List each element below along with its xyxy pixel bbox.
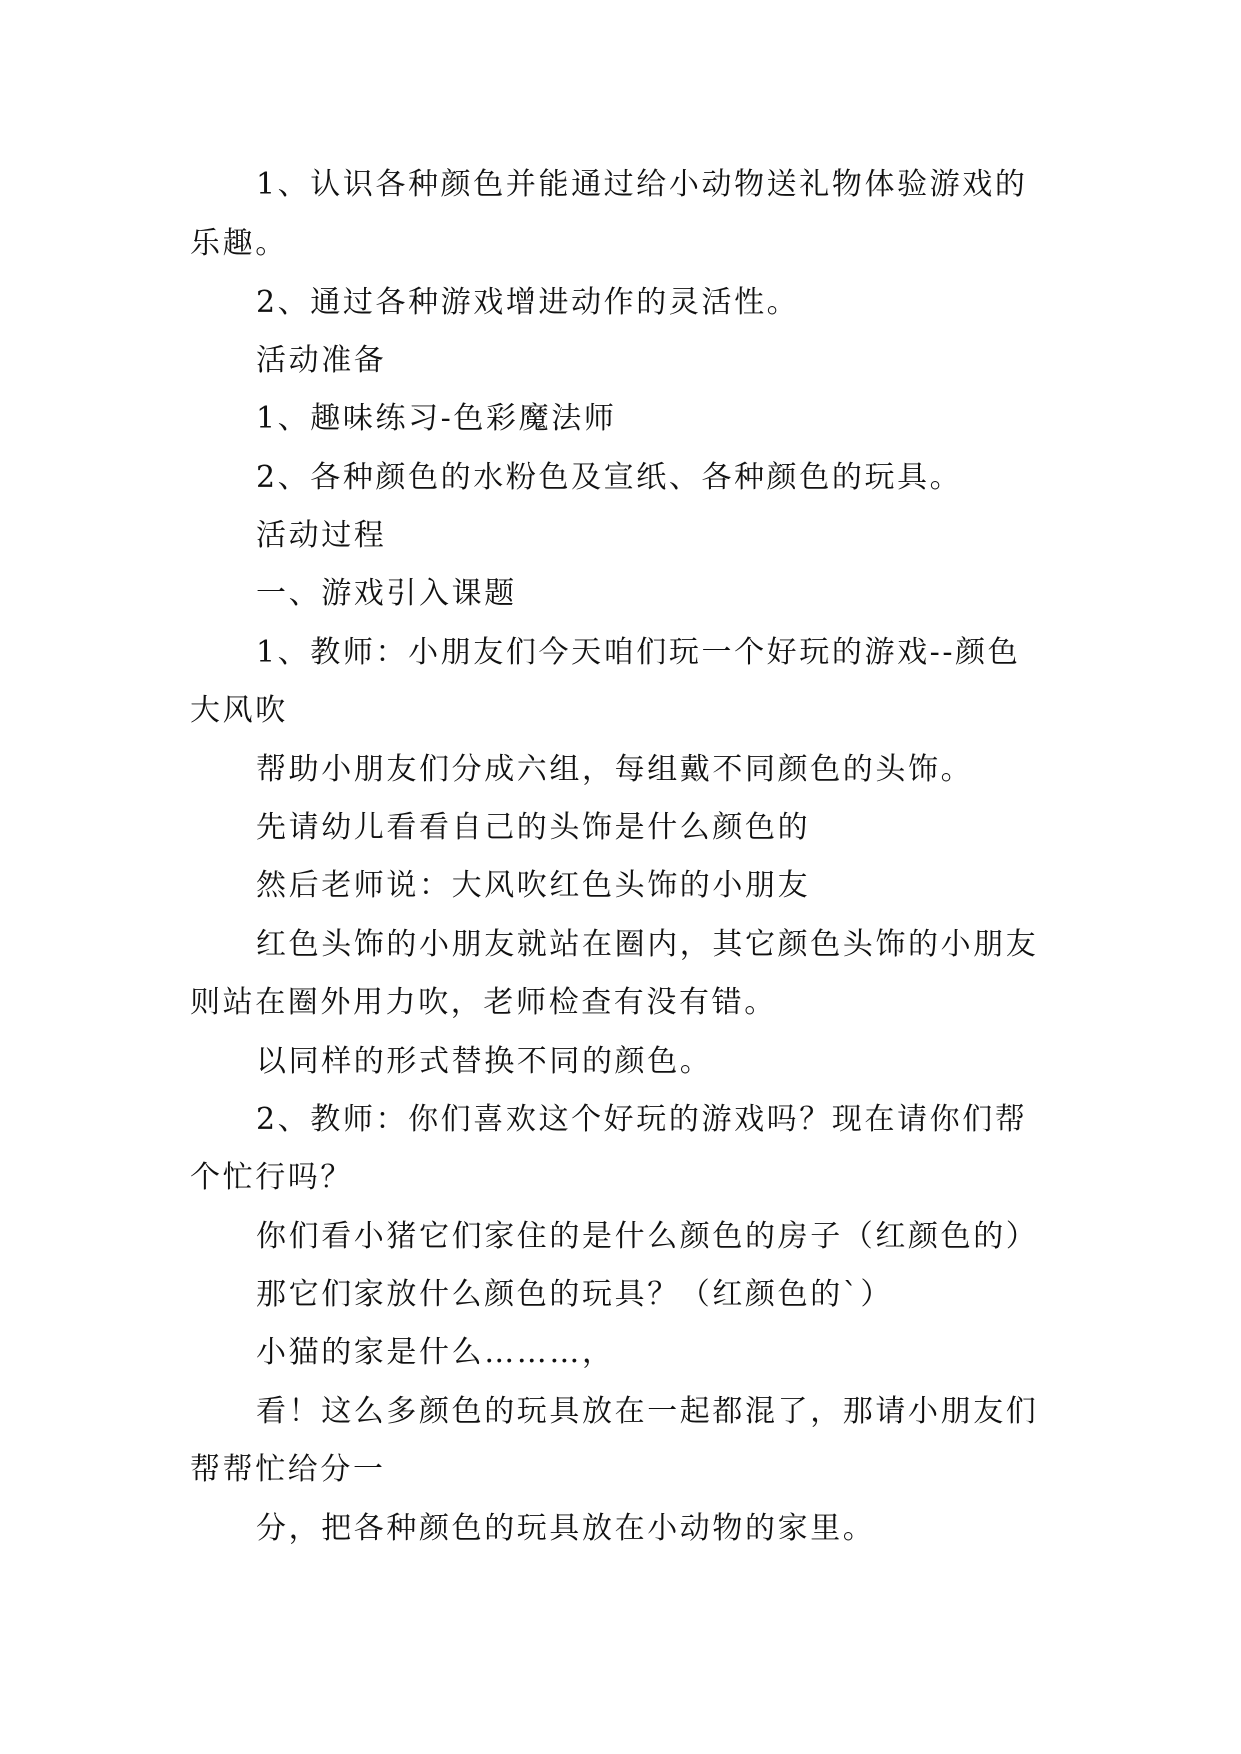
paragraph-line: 则站在圈外用力吹，老师检查有没有错。 — [190, 985, 777, 1020]
paragraph-line: 帮助小朋友们分成六组，每组戴不同颜色的头饰。 — [256, 752, 974, 787]
paragraph-line: 那它们家放什么颜色的玩具？（红颜色的`） — [256, 1277, 893, 1312]
paragraph-line: 以同样的形式替换不同的颜色。 — [256, 1044, 713, 1079]
paragraph-line: 看！这么多颜色的玩具放在一起都混了，那请小朋友们 — [256, 1394, 1039, 1429]
paragraph-line: 然后老师说：大风吹红色头饰的小朋友 — [256, 868, 811, 903]
paragraph-line: 大风吹 — [190, 693, 288, 728]
paragraph-line: 2、教师：你们喜欢这个好玩的游戏吗？现在请你们帮 — [256, 1102, 1028, 1137]
paragraph-line: 先请幼儿看看自己的头饰是什么颜色的 — [256, 810, 811, 845]
paragraph-line: 1、认识各种颜色并能通过给小动物送礼物体验游戏的 — [256, 167, 1028, 202]
paragraph-line: 一、游戏引入课题 — [256, 576, 517, 611]
paragraph-line: 分，把各种颜色的玩具放在小动物的家里。 — [256, 1511, 876, 1546]
paragraph-line: 小猫的家是什么………， — [256, 1335, 615, 1370]
paragraph-line: 个忙行吗？ — [190, 1160, 353, 1195]
paragraph-line: 2、各种颜色的水粉色及宣纸、各种颜色的玩具。 — [256, 460, 963, 495]
paragraph-line: 1、教师：小朋友们今天咱们玩一个好玩的游戏--颜色 — [256, 635, 1021, 670]
paragraph-line: 1、趣味练习-色彩魔法师 — [256, 401, 617, 436]
paragraph-line: 你们看小猪它们家住的是什么颜色的房子（红颜色的） — [256, 1219, 1039, 1254]
section-heading: 活动过程 — [256, 518, 387, 553]
paragraph-line: 乐趣。 — [190, 226, 288, 261]
paragraph-line: 2、通过各种游戏增进动作的灵活性。 — [256, 285, 800, 320]
paragraph-line: 帮帮忙给分一 — [190, 1452, 386, 1487]
paragraph-line: 红色头饰的小朋友就站在圈内，其它颜色头饰的小朋友 — [256, 927, 1039, 962]
section-heading: 活动准备 — [256, 343, 387, 378]
